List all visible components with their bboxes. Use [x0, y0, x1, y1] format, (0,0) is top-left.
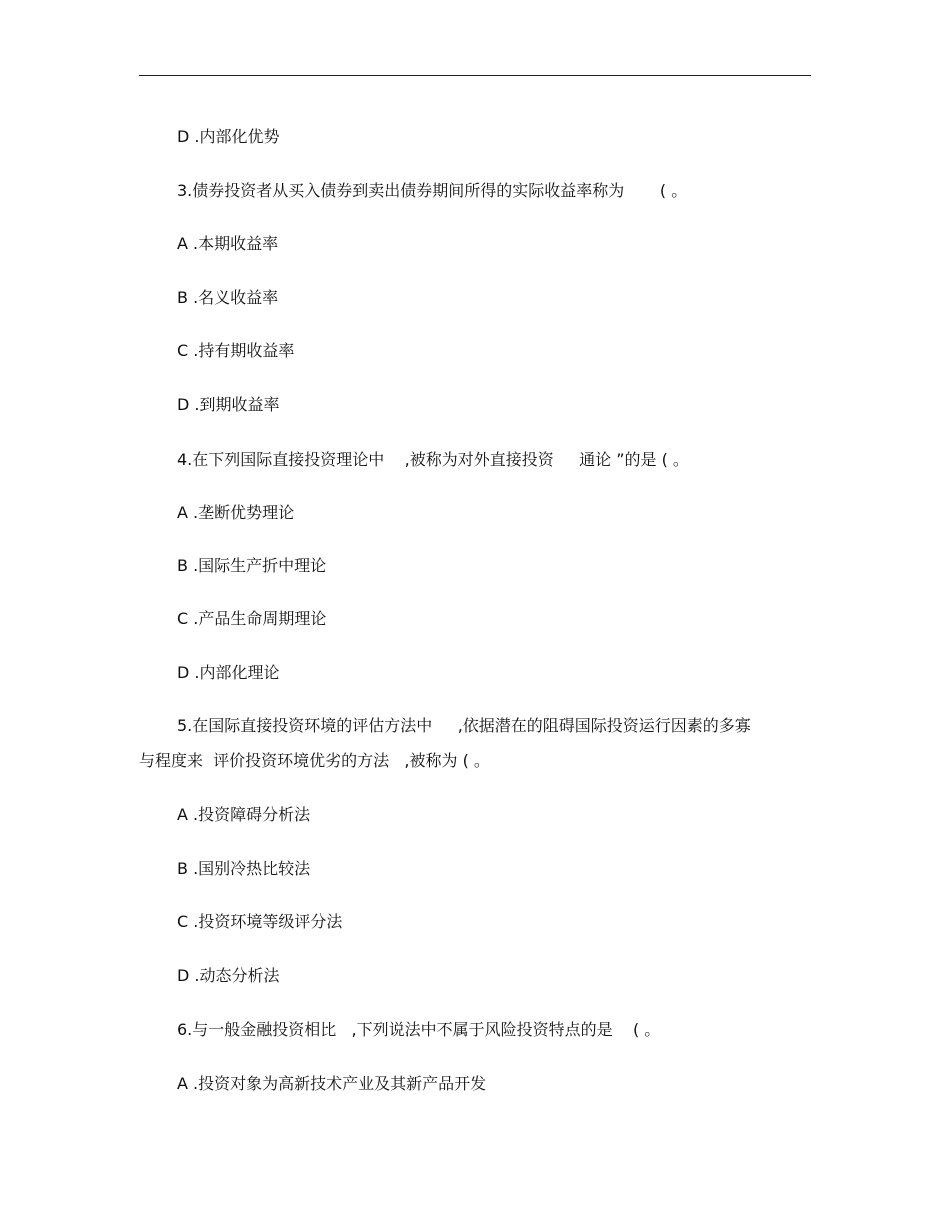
- option-line: A .投资障碍分析法: [177, 805, 311, 824]
- question-line: 4.在下列国际直接投资理论中 ,被称为对外直接投资 通论 ”的是 ( 。: [177, 450, 689, 469]
- option-line: B .国别冷热比较法: [177, 859, 311, 878]
- option-line: D .动态分析法: [177, 966, 280, 985]
- option-line: D .内部化理论: [177, 663, 280, 682]
- question-continuation-line: 与程度来 评价投资环境优劣的方法 ,被称为 ( 。: [139, 751, 490, 770]
- header-rule: [139, 75, 811, 76]
- option-line: A .投资对象为高新技术产业及其新产品开发: [177, 1074, 487, 1093]
- option-line: B .国际生产折中理论: [177, 556, 327, 575]
- question-line: 6.与一般金融投资相比 ,下列说法中不属于风险投资特点的是 ( 。: [177, 1020, 661, 1039]
- option-line: C .产品生命周期理论: [177, 609, 327, 628]
- option-line: A .垄断优势理论: [177, 503, 295, 522]
- option-line: C .持有期收益率: [177, 341, 295, 360]
- option-line: D .到期收益率: [177, 395, 280, 414]
- option-line: B .名义收益率: [177, 288, 279, 307]
- option-line: A .本期收益率: [177, 234, 279, 253]
- option-line: C .投资环境等级评分法: [177, 912, 343, 931]
- question-line: 3.债券投资者从买入债券到卖出债券期间所得的实际收益率称为 ( 。: [177, 181, 688, 200]
- question-line: 5.在国际直接投资环境的评估方法中 ,依据潜在的阻碍国际投资运行因素的多寡: [177, 716, 751, 735]
- option-line: D .内部化优势: [177, 127, 280, 146]
